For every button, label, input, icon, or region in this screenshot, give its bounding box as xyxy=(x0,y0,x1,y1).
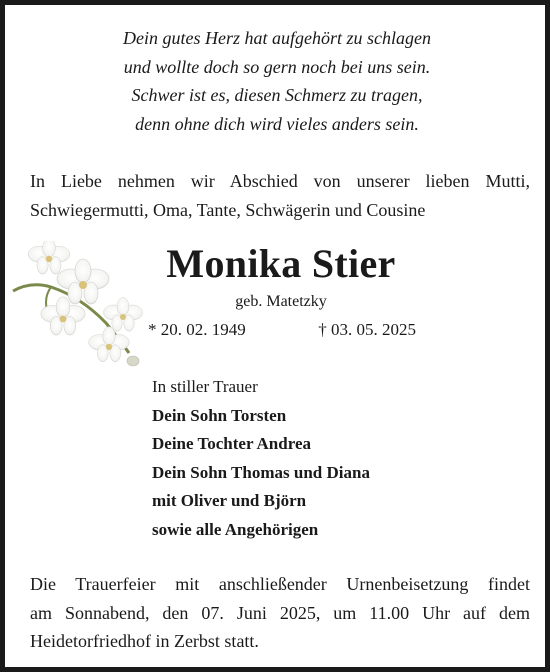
mourning-heading: In stiller Trauer xyxy=(152,377,258,396)
mourner-name: mit Oliver und Björn xyxy=(152,491,307,510)
mourner-name: Dein Sohn Thomas und Diana xyxy=(152,462,370,482)
service-line: Die Trauerfeier mit anschließender Urnenbeisetzung findet xyxy=(30,574,530,594)
poem-line: Dein gutes Herz hat aufgehört zu schlagen xyxy=(123,28,431,48)
mourner-name: sowie alle Angehörigen xyxy=(152,519,319,539)
deceased-name: Monika Stier xyxy=(166,241,396,286)
life-dates xyxy=(148,318,416,342)
farewell-intro xyxy=(30,167,530,224)
memorial-poem xyxy=(5,24,545,138)
service-line: am Sonnabend, den 07. Juni 2025, um 11.00 Uhr auf dem xyxy=(30,602,530,623)
service-line: Heidetorfriedhof in Zerbst statt. xyxy=(30,631,259,651)
poem-line: denn ohne dich wird vieles anders sein. xyxy=(135,113,419,134)
mourner-name: Dein Sohn Torsten xyxy=(152,405,287,425)
death-date: † 03. 05. 2025 xyxy=(318,320,416,339)
intro-line: In Liebe nehmen wir Abschied von unserer lieben Mutti, xyxy=(30,171,530,191)
funeral-service-info xyxy=(30,570,530,656)
mourner-name: Deine Tochter Andrea xyxy=(152,434,311,453)
maiden-name: geb. Matetzky xyxy=(235,293,327,310)
poem-line: und wollte doch so gern noch bei uns sein. xyxy=(123,56,431,77)
intro-line: Schwiegermutti, Oma, Tante, Schwägerin und Cousine xyxy=(30,199,426,220)
birth-date: * 20. 02. 1949 xyxy=(148,320,246,339)
poem-line: Schwer ist es, diesen Schmerz zu tragen, xyxy=(131,85,423,105)
mourners-list xyxy=(152,373,472,544)
orchid-image xyxy=(11,241,146,371)
